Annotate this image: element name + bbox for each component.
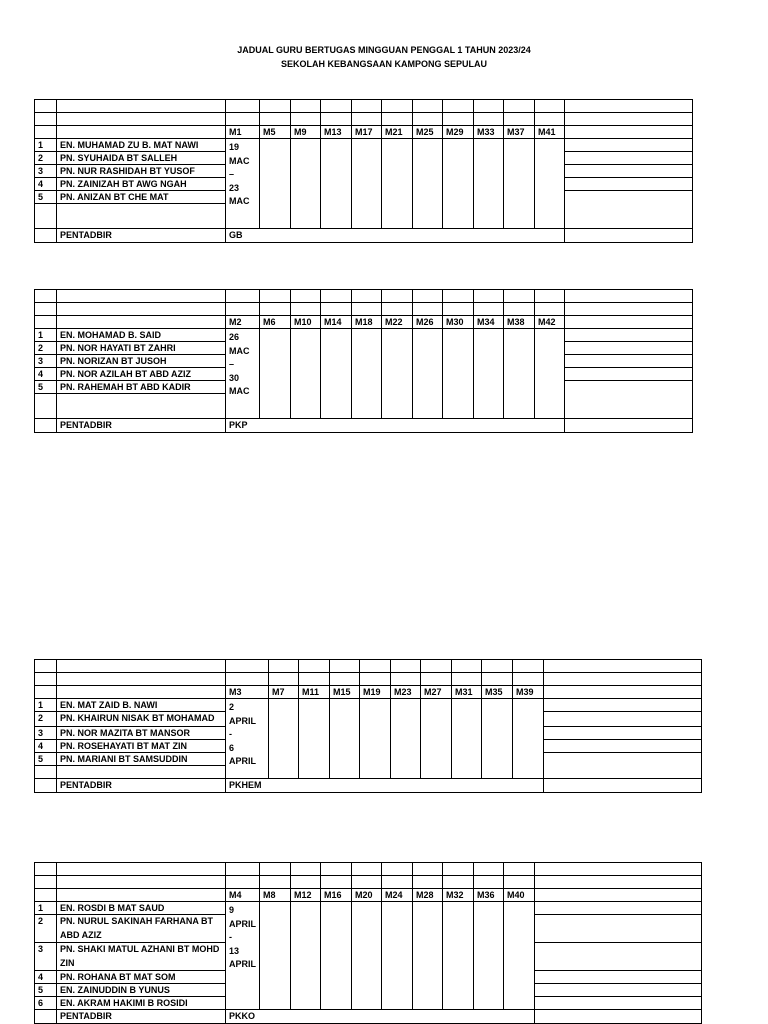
row-number: 2 <box>35 712 57 727</box>
row-number: 3 <box>35 726 57 739</box>
week-label: M2 <box>226 316 260 329</box>
teacher-name: PN. ROSEHAYATI BT MAT ZIN <box>57 739 226 752</box>
teacher-row <box>35 699 702 712</box>
teacher-name: PN. NOR MAZITA BT MANSOR <box>57 726 226 739</box>
duty-table-2 <box>34 289 693 433</box>
admin-label: PENTADBIR <box>57 1010 226 1024</box>
teacher-name: EN. ZAINUDDIN B YUNUS <box>57 984 226 997</box>
row-number: 6 <box>35 997 57 1010</box>
teacher-name: EN. MUHAMAD ZU B. MAT NAWI <box>57 139 226 152</box>
week-label: M25 <box>413 126 443 139</box>
week-label: M18 <box>352 316 382 329</box>
week-label: M21 <box>382 126 413 139</box>
week-label: M1 <box>226 126 260 139</box>
blank-row <box>35 113 693 126</box>
date-range: 26 MAC – 30 MAC <box>226 329 260 419</box>
week-label: M5 <box>260 126 291 139</box>
week-label: M6 <box>260 316 291 329</box>
blank-row <box>35 100 693 113</box>
teacher-name: PN. SYUHAIDA BT SALLEH <box>57 152 226 165</box>
blank-row <box>35 290 693 303</box>
row-number: 4 <box>35 739 57 752</box>
week-label: M31 <box>452 686 482 699</box>
admin-value: PKHEM <box>226 778 544 792</box>
teacher-name: PN. SHAKI MATUL AZHANI BT MOHD ZIN <box>57 943 226 971</box>
week-label: M8 <box>260 889 291 902</box>
row-number: 4 <box>35 368 57 381</box>
week-label: M30 <box>443 316 474 329</box>
row-number: 5 <box>35 984 57 997</box>
teacher-row <box>35 329 693 342</box>
week-label: M38 <box>504 316 535 329</box>
week-label: M29 <box>443 126 474 139</box>
row-number: 2 <box>35 152 57 165</box>
teacher-name: PN. NORIZAN BT JUSOH <box>57 355 226 368</box>
week-label: M34 <box>474 316 504 329</box>
week-label: M11 <box>299 686 330 699</box>
row-number: 5 <box>35 752 57 765</box>
week-label: M16 <box>321 889 352 902</box>
blank-row <box>35 660 702 673</box>
week-label: M26 <box>413 316 443 329</box>
date-range: 9 APRIL - 13 APRIL <box>226 902 260 1010</box>
row-number: 3 <box>35 165 57 178</box>
teacher-name: EN. MAT ZAID B. NAWI <box>57 699 226 712</box>
week-label: M20 <box>352 889 382 902</box>
week-label: M9 <box>291 126 321 139</box>
week-label: M39 <box>513 686 544 699</box>
admin-value: PKKO <box>226 1010 535 1024</box>
blank-row <box>35 876 702 889</box>
week-label: M42 <box>535 316 565 329</box>
week-label: M36 <box>474 889 504 902</box>
teacher-name: PN. ANIZAN BT CHE MAT <box>57 191 226 204</box>
week-label: M17 <box>352 126 382 139</box>
week-label: M14 <box>321 316 352 329</box>
duty-table-1 <box>34 99 693 243</box>
admin-value: GB <box>226 229 565 243</box>
duty-table-3 <box>34 659 702 793</box>
row-number: 5 <box>35 381 57 394</box>
row-number: 1 <box>35 699 57 712</box>
admin-row <box>35 419 693 433</box>
teacher-name: PN. ZAINIZAH BT AWG NGAH <box>57 178 226 191</box>
week-label: M32 <box>443 889 474 902</box>
week-label: M15 <box>330 686 360 699</box>
blank-row <box>35 303 693 316</box>
teacher-row <box>35 139 693 152</box>
admin-row <box>35 1010 702 1024</box>
admin-value: PKP <box>226 419 565 433</box>
teacher-name: PN. NOR AZILAH BT ABD AZIZ <box>57 368 226 381</box>
admin-label: PENTADBIR <box>57 778 226 792</box>
teacher-name: EN. ROSDI B MAT SAUD <box>57 902 226 915</box>
teacher-name: PN. ROHANA BT MAT SOM <box>57 971 226 984</box>
date-range: 19 MAC – 23 MAC <box>226 139 260 229</box>
row-number: 1 <box>35 139 57 152</box>
week-header-row <box>35 316 693 329</box>
row-number: 1 <box>35 902 57 915</box>
week-label: M3 <box>226 686 269 699</box>
week-label: M28 <box>413 889 443 902</box>
week-label: M13 <box>321 126 352 139</box>
week-label: M37 <box>504 126 535 139</box>
teacher-name: PN. NURUL SAKINAH FARHANA BT ABD AZIZ <box>57 915 226 943</box>
week-label: M24 <box>382 889 413 902</box>
blank-row <box>35 863 702 876</box>
week-label: M40 <box>504 889 535 902</box>
teacher-name: PN. MARIANI BT SAMSUDDIN <box>57 752 226 765</box>
blank-row <box>35 673 702 686</box>
row-number: 4 <box>35 178 57 191</box>
week-label: M19 <box>360 686 391 699</box>
week-header-row <box>35 889 702 902</box>
week-label: M4 <box>226 889 260 902</box>
week-label: M27 <box>421 686 452 699</box>
week-label: M23 <box>391 686 421 699</box>
week-label: M33 <box>474 126 504 139</box>
row-number: 3 <box>35 355 57 368</box>
document-title: JADUAL GURU BERTUGAS MINGGUAN PENGGAL 1 TAHUN 2023/24 <box>237 45 531 55</box>
week-header-row <box>35 126 693 139</box>
teacher-name: EN. AKRAM HAKIMI B ROSIDI <box>57 997 226 1010</box>
row-number: 2 <box>35 342 57 355</box>
admin-label: PENTADBIR <box>57 229 226 243</box>
admin-row <box>35 778 702 792</box>
teacher-name: PN. KHAIRUN NISAK BT MOHAMAD <box>57 712 226 727</box>
week-label: M10 <box>291 316 321 329</box>
row-number: 3 <box>35 943 57 971</box>
teacher-name: PN. NOR HAYATI BT ZAHRI <box>57 342 226 355</box>
admin-row <box>35 229 693 243</box>
duty-table-4 <box>34 862 702 1024</box>
row-number: 2 <box>35 915 57 943</box>
teacher-row <box>35 902 702 915</box>
date-range: 2 APRIL - 6 APRIL <box>226 699 269 779</box>
school-name: SEKOLAH KEBANGSAAN KAMPONG SEPULAU <box>280 59 487 69</box>
week-label: M12 <box>291 889 321 902</box>
row-number: 5 <box>35 191 57 204</box>
week-header-row <box>35 686 702 699</box>
row-number: 4 <box>35 971 57 984</box>
week-label: M41 <box>535 126 565 139</box>
week-label: M7 <box>269 686 299 699</box>
row-number: 1 <box>35 329 57 342</box>
teacher-name: PN. NUR RASHIDAH BT YUSOF <box>57 165 226 178</box>
teacher-name: EN. MOHAMAD B. SAID <box>57 329 226 342</box>
week-label: M35 <box>482 686 513 699</box>
week-label: M22 <box>382 316 413 329</box>
teacher-name: PN. RAHEMAH BT ABD KADIR <box>57 381 226 394</box>
admin-label: PENTADBIR <box>57 419 226 433</box>
